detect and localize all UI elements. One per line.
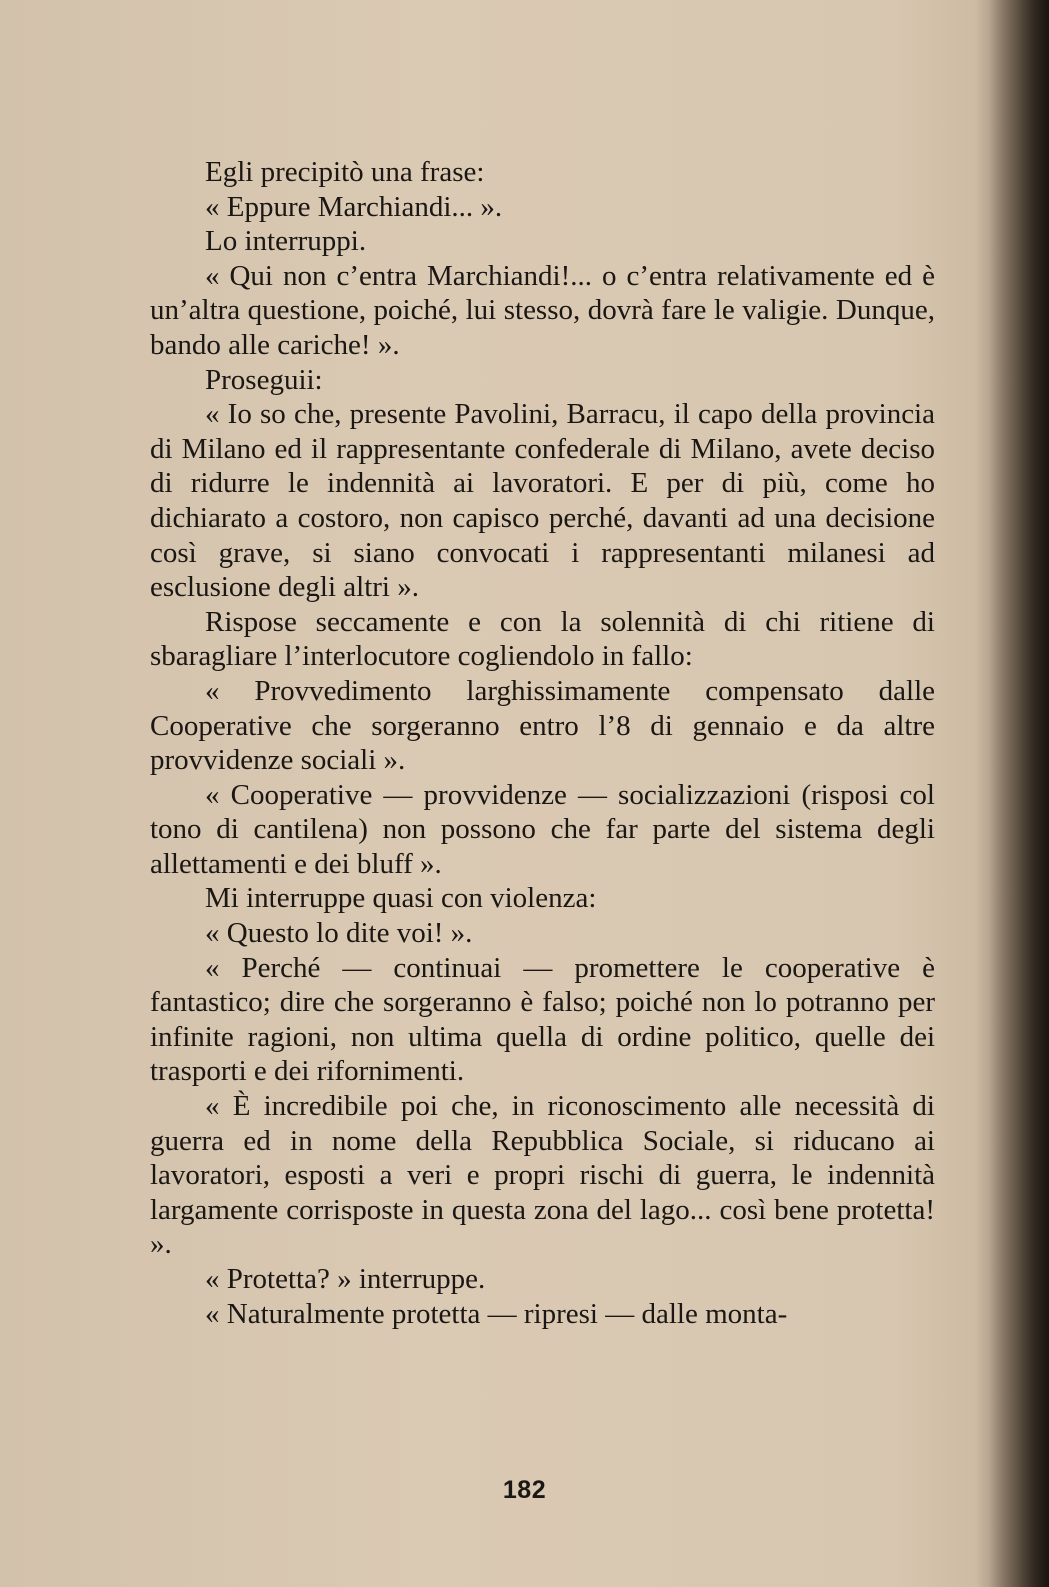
paragraph: Lo interruppi. — [205, 225, 367, 258]
paragraph: Mi interruppe quasi con violenza: — [205, 882, 597, 915]
paragraph: Rispose seccamente e con la solennità di chi ritiene di sbaragliare l’interlocutore cogliendolo in fallo: — [150, 605, 935, 673]
paragraph: Egli precipitò una frase: — [205, 156, 485, 188]
paragraph: « Cooperative — provvidenze — socializzazioni (risposi col tono di cantilena) non possono che far parte del sistema degli allettamenti e dei bluff ». — [150, 778, 935, 880]
paragraph: « Perché — continuai — promettere le cooperative è fantastico; dire che sorgeranno è falso; poiché non lo potranno per infinite ragioni, non ultima quella di ordine politico, quelle dei trasporti e dei rifornimenti. — [150, 951, 935, 1088]
paragraph: « Protetta? » interruppe. — [205, 1263, 486, 1295]
paragraph: Proseguii: — [205, 363, 323, 396]
paragraph: « Provvedimento larghissimamente compensato dalle Cooperative che sorgeranno entro l’8 di gennaio e da altre provvidenze sociali ». — [150, 674, 935, 777]
paragraph: « Questo lo dite voi! ». — [205, 917, 473, 950]
body-text — [150, 155, 935, 1331]
spine-shadow — [989, 0, 1049, 1587]
paragraph: « Io so che, presente Pavolini, Barracu, il capo della provincia di Milano ed il rappresentante confederale di Milano, avete deciso di ridurre le indennità ai lavoratori. E per di più, come ho dichiarato a costoro, non capisco perché, davanti ad una decisione così grave, si siano convocati i rappresentanti milanesi ad esclusione degli altri ». — [150, 398, 935, 604]
paragraph: « È incredibile poi che, in riconoscimento alle necessità di guerra ed in nome della Repubblica Sociale, si riducano ai lavoratori, esposti a veri e propri rischi di guerra, le indennità largamente corrisposte in questa zona del lago... così bene protetta! ». — [150, 1090, 935, 1261]
paragraph: « Qui non c’entra Marchiandi!... o c’entra relativamente ed è un’altra questione, poiché, lui stesso, dovrà fare le valigie. Dunque, bando alle cariche! ». — [150, 259, 935, 361]
paragraph: « Naturalmente protetta — ripresi — dalle monta- — [205, 1297, 788, 1330]
page-number: 182 — [502, 1476, 547, 1504]
paragraph: « Eppure Marchiandi... ». — [205, 190, 503, 223]
